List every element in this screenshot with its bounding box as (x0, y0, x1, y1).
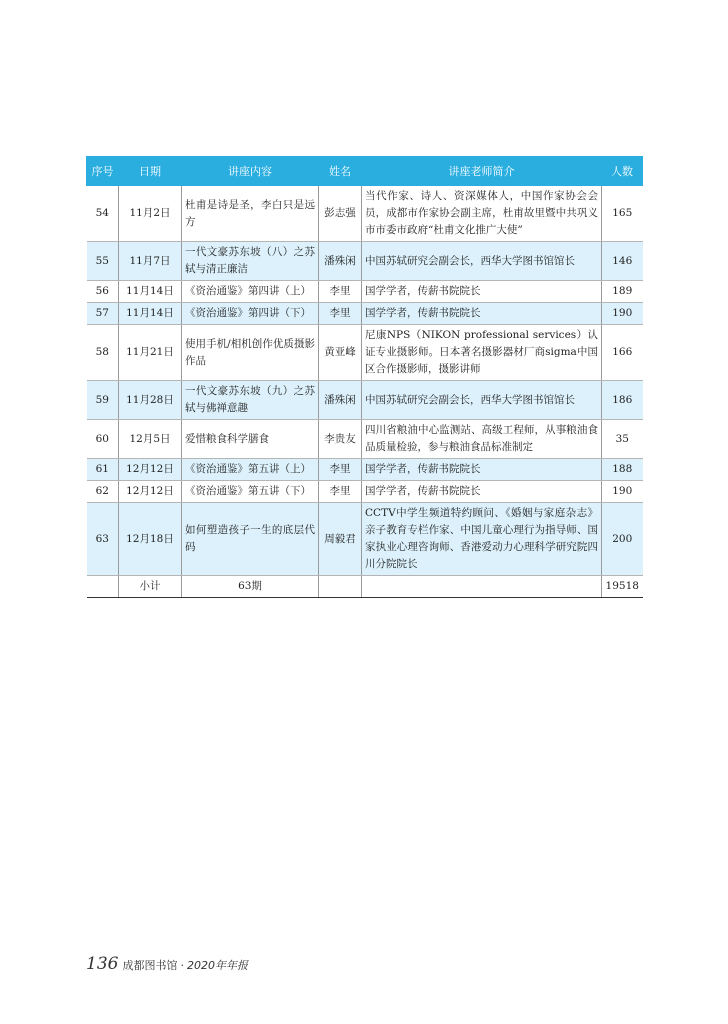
cell-no: 57 (87, 303, 119, 325)
summary-row (87, 576, 643, 598)
cell-empty (362, 576, 602, 598)
summary-total: 19518 (602, 576, 643, 598)
cell-topic: 使用手机/相机创作优质摄影作品 (182, 325, 319, 381)
cell-name: 潘殊闲 (319, 381, 362, 420)
table-header-row (87, 157, 643, 186)
page-number: 136 (86, 954, 119, 974)
cell-bio: 四川省粮油中心监测站、高级工程师，从事粮油食品质量检验，参与粮油食品标准制定 (362, 420, 602, 459)
cell-date: 11月14日 (119, 281, 182, 303)
cell-topic: 爱惜粮食科学膳食 (182, 420, 319, 459)
cell-no: 63 (87, 503, 119, 576)
cell-no: 55 (87, 242, 119, 281)
header-bio: 讲座老师简介 (362, 157, 602, 186)
cell-count: 165 (602, 186, 643, 242)
table-row (87, 242, 643, 281)
summary-periods: 63期 (182, 576, 319, 598)
cell-name: 李贵友 (319, 420, 362, 459)
header-no: 序号 (87, 157, 119, 186)
cell-topic: 如何塑造孩子一生的底层代码 (182, 503, 319, 576)
cell-date: 11月21日 (119, 325, 182, 381)
cell-topic: 《资治通鉴》第四讲（上） (182, 281, 319, 303)
cell-bio: 国学学者，传薪书院院长 (362, 281, 602, 303)
cell-date: 11月7日 (119, 242, 182, 281)
cell-bio: 当代作家、诗人、资深媒体人，中国作家协会会员，成都市作家协会副主席，杜甫故里暨中共巩义市市委市政府“杜甫文化推广大使” (362, 186, 602, 242)
table-row (87, 325, 643, 381)
cell-count: 200 (602, 503, 643, 576)
table-row (87, 503, 643, 576)
cell-no: 56 (87, 281, 119, 303)
table-row (87, 481, 643, 503)
report-year: 2020年年报 (186, 959, 248, 972)
cell-name: 周毅君 (319, 503, 362, 576)
cell-bio: 尼康NPS（NIKON professional services）认证专业摄影师。日本著名摄影器材厂商sigma中国区合作摄影师，摄影讲师 (362, 325, 602, 381)
page-footer (86, 954, 248, 974)
summary-label: 小计 (119, 576, 182, 598)
cell-name: 黄亚峰 (319, 325, 362, 381)
cell-bio: 国学学者，传薪书院院长 (362, 303, 602, 325)
header-name: 姓名 (319, 157, 362, 186)
cell-date: 12月18日 (119, 503, 182, 576)
cell-no: 54 (87, 186, 119, 242)
cell-count: 186 (602, 381, 643, 420)
cell-empty (87, 576, 119, 598)
table-row (87, 303, 643, 325)
cell-name: 李里 (319, 281, 362, 303)
cell-bio: 中国苏轼研究会副会长，西华大学图书馆馆长 (362, 242, 602, 281)
cell-bio: 国学学者，传薪书院院长 (362, 481, 602, 503)
cell-count: 35 (602, 420, 643, 459)
cell-date: 12月12日 (119, 481, 182, 503)
table-row (87, 381, 643, 420)
cell-name: 李里 (319, 481, 362, 503)
cell-no: 58 (87, 325, 119, 381)
cell-count: 188 (602, 459, 643, 481)
cell-name: 李里 (319, 459, 362, 481)
footer-separator: · (180, 959, 184, 972)
cell-bio: 国学学者，传薪书院院长 (362, 459, 602, 481)
cell-name: 潘殊闲 (319, 242, 362, 281)
cell-no: 62 (87, 481, 119, 503)
cell-count: 189 (602, 281, 643, 303)
cell-date: 11月28日 (119, 381, 182, 420)
cell-empty (319, 576, 362, 598)
cell-count: 146 (602, 242, 643, 281)
cell-count: 190 (602, 303, 643, 325)
cell-topic: 《资治通鉴》第四讲（下） (182, 303, 319, 325)
cell-topic: 一代文豪苏东坡（八）之苏轼与清正廉洁 (182, 242, 319, 281)
cell-no: 59 (87, 381, 119, 420)
header-date: 日期 (119, 157, 182, 186)
cell-bio: CCTV中学生频道特约顾问、《婚姻与家庭杂志》亲子教育专栏作家、中国儿童心理行为指导师、国家执业心理咨询师、香港爱动力心理科学研究院四川分院院长 (362, 503, 602, 576)
cell-date: 11月2日 (119, 186, 182, 242)
cell-topic: 《资治通鉴》第五讲（上） (182, 459, 319, 481)
cell-topic: 一代文豪苏东坡（九）之苏轼与佛禅意趣 (182, 381, 319, 420)
publication-name: 成都图书馆 (122, 959, 178, 972)
cell-date: 11月14日 (119, 303, 182, 325)
table-row (87, 281, 643, 303)
header-topic: 讲座内容 (182, 157, 319, 186)
table-row (87, 420, 643, 459)
table-row (87, 459, 643, 481)
cell-date: 12月5日 (119, 420, 182, 459)
cell-count: 190 (602, 481, 643, 503)
lecture-table (86, 156, 643, 598)
cell-topic: 杜甫是诗是圣，李白只是远方 (182, 186, 319, 242)
cell-name: 彭志强 (319, 186, 362, 242)
header-count: 人数 (602, 157, 643, 186)
cell-name: 李里 (319, 303, 362, 325)
cell-count: 166 (602, 325, 643, 381)
cell-no: 60 (87, 420, 119, 459)
cell-bio: 中国苏轼研究会副会长，西华大学图书馆馆长 (362, 381, 602, 420)
cell-no: 61 (87, 459, 119, 481)
cell-date: 12月12日 (119, 459, 182, 481)
cell-topic: 《资治通鉴》第五讲（下） (182, 481, 319, 503)
table-row (87, 186, 643, 242)
